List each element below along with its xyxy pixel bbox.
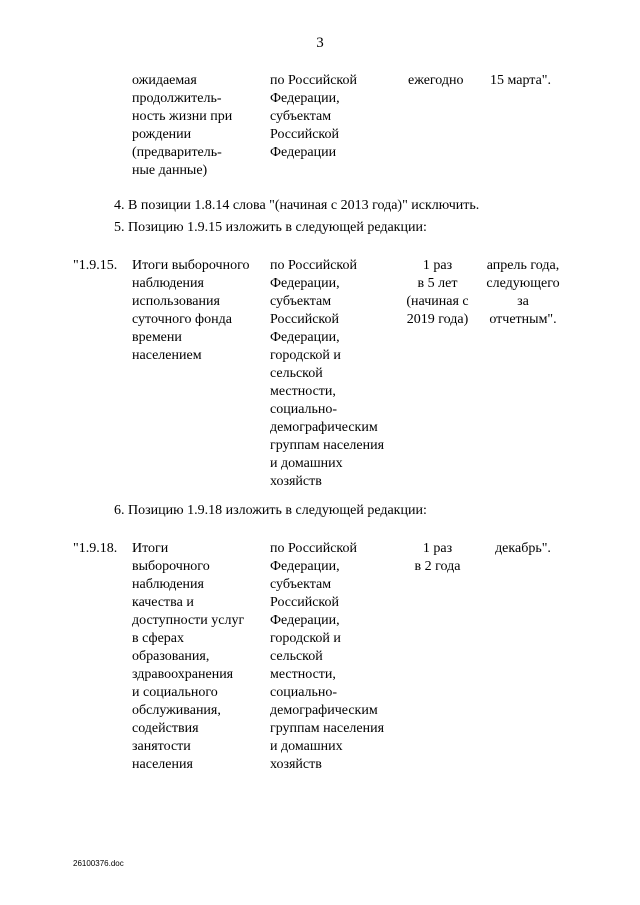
due-date-cell: декабрь".	[495, 541, 551, 556]
indicator-cell: ожидаемая продолжитель- ность жизни при рождении (предваритель- ные данные)	[132, 73, 233, 178]
table-row-continuation	[0, 72, 640, 182]
paragraph-6: 6. Позицию 1.9.18 изложить в следующей редакции:	[114, 503, 427, 518]
periodicity-cell: 1 раз в 5 лет (начиная с 2019 года)	[406, 258, 469, 327]
paragraph-4: 4. В позиции 1.8.14 слова "(начиная с 2013 года)" исключить.	[114, 198, 480, 213]
breakdown-cell: по Российской Федерации, субъектам Российской Федерации, городской и сельской местности, социально- демографическим группам населения и домашних хозяйств	[270, 258, 385, 489]
position-number: "1.9.15.	[73, 258, 118, 273]
periodicity-cell: 1 раз в 2 года	[414, 541, 461, 574]
indicator-cell: Итоги выборочного наблюдения качества и доступности услуг в сферах образования, здравоохранения и социального обслуживания, содействия занятости населения	[132, 541, 245, 772]
breakdown-cell: по Российской Федерации, субъектам Российской Федерации, городской и сельской местности, социально- демографическим группам населения и домашних хозяйств	[270, 541, 385, 772]
position-number: "1.9.18.	[73, 541, 118, 556]
page-number: 3	[316, 35, 324, 51]
due-date-cell: 15 марта".	[490, 73, 552, 88]
file-name-footer: 26100376.doc	[73, 859, 124, 868]
indicator-cell: Итоги выборочного наблюдения использования суточного фонда времени населением	[132, 258, 250, 363]
breakdown-cell: по Российской Федерации, субъектам Российской Федерации	[270, 73, 357, 160]
table-row-1915	[0, 257, 640, 487]
table-row-1918	[0, 540, 640, 770]
due-date-cell: апрель года, следующего за отчетным".	[486, 258, 560, 327]
periodicity-cell: ежегодно	[408, 73, 464, 88]
paragraph-5: 5. Позицию 1.9.15 изложить в следующей редакции:	[114, 220, 427, 235]
